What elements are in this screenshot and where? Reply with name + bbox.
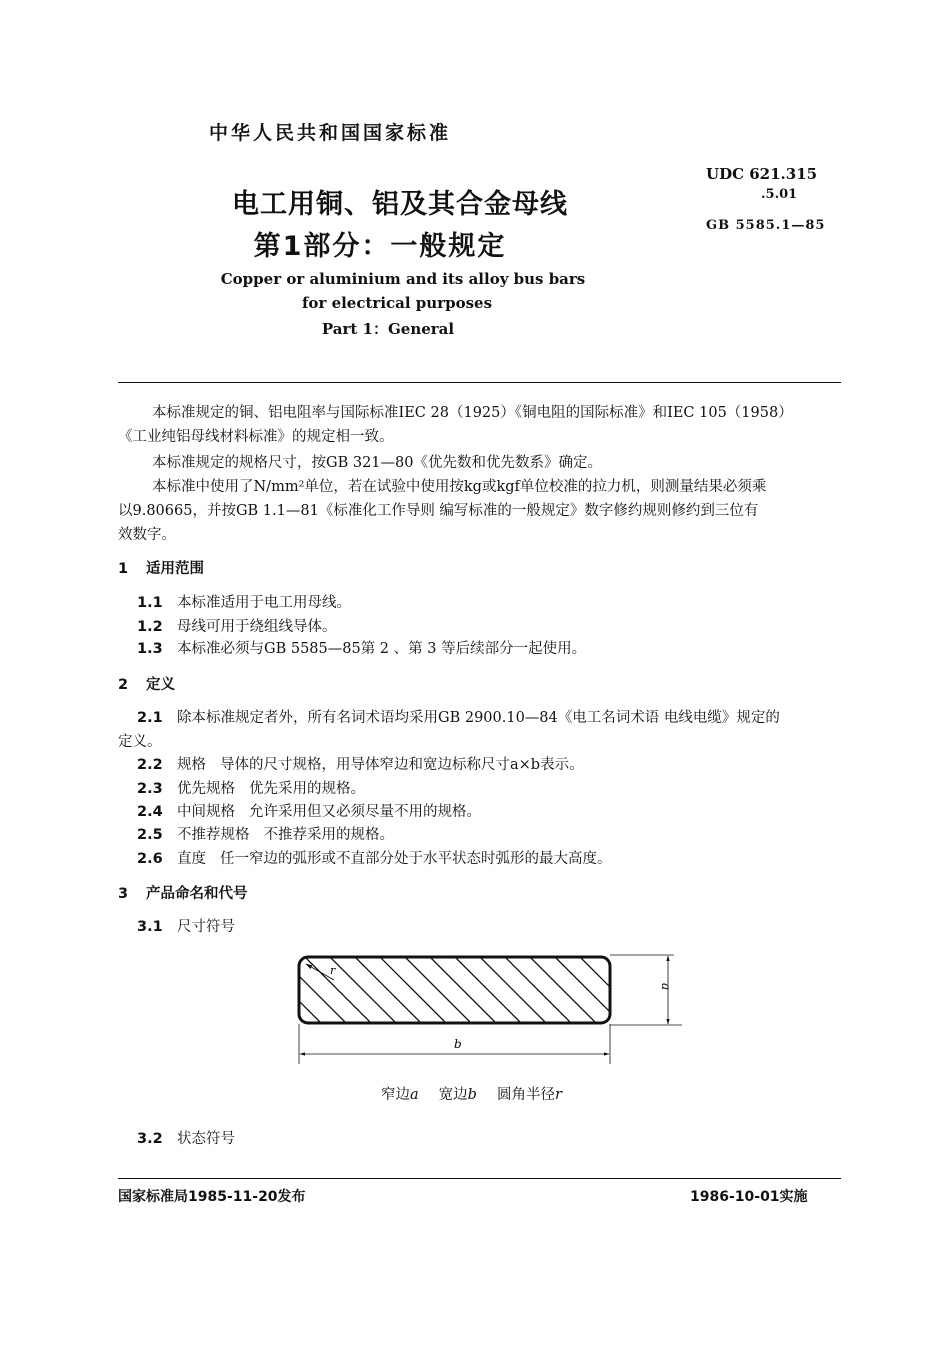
clause-1-1 bbox=[137, 591, 351, 615]
udc-code-line1: UDC 621.315 bbox=[706, 165, 818, 183]
dimension-label-a: a bbox=[659, 983, 673, 991]
document-title-line2: 第1部分：一般规定 bbox=[253, 231, 507, 262]
clause-2-1 bbox=[137, 706, 780, 730]
clause-number: 2.6 bbox=[137, 851, 163, 867]
section-3-heading bbox=[118, 882, 248, 903]
clause-text: 本标准适用于电工用母线。 bbox=[177, 595, 351, 611]
clause-term: 规格 bbox=[177, 757, 206, 773]
english-title-line3: Part 1：General bbox=[321, 320, 455, 338]
clause-number: 1.1 bbox=[137, 595, 163, 611]
intro-paragraph-3-line3: 效数字。 bbox=[118, 527, 176, 543]
radius-label-r: r bbox=[330, 964, 336, 977]
clause-text: 不推荐采用的规格。 bbox=[263, 827, 394, 843]
clause-text: 允许采用但又必须尽量不用的规格。 bbox=[249, 804, 481, 820]
section-title: 产品命名和代号 bbox=[146, 886, 248, 902]
gb-standard-code: GB 5585.1—85 bbox=[706, 218, 826, 233]
clause-text: 任一窄边的弧形或不直部分处于水平状态时弧形的最大高度。 bbox=[220, 851, 612, 867]
intro-paragraph-3-line2: 以9.80665，并按GB 1.1—81《标准化工作导则 编写标准的一般规定》数字修约规则修约到三位有 bbox=[118, 503, 759, 519]
clause-text: 导体的尺寸规格，用导体窄边和宽边标称尺寸a×b表示。 bbox=[220, 757, 584, 773]
clause-text: 优先采用的规格。 bbox=[249, 781, 365, 797]
english-title-line2: for electrical purposes bbox=[301, 294, 493, 312]
section-2-heading bbox=[118, 673, 175, 694]
section-number: 1 bbox=[118, 561, 129, 577]
clause-text: 除本标准规定者外，所有名词术语均采用GB 2900.10—84《电工名词术语 电线电缆》规定的 bbox=[177, 710, 780, 726]
clause-number: 3.1 bbox=[137, 919, 163, 935]
clause-2-3 bbox=[137, 777, 365, 801]
clause-2-2 bbox=[137, 753, 584, 777]
clause-number: 2.1 bbox=[137, 710, 163, 726]
clause-text: 尺寸符号 bbox=[177, 919, 235, 935]
caption-wide: 宽边 bbox=[438, 1087, 468, 1103]
clause-term: 不推荐规格 bbox=[177, 827, 250, 843]
clause-text: 本标准必须与GB 5585—85第 2 、第 3 等后续部分一起使用。 bbox=[177, 641, 587, 657]
clause-number: 2.5 bbox=[137, 827, 163, 843]
section-1-heading bbox=[118, 557, 204, 578]
section-number: 3 bbox=[118, 886, 129, 902]
udc-code-line2: .5.01 bbox=[761, 187, 798, 202]
clause-text: 母线可用于绕组线导体。 bbox=[177, 619, 337, 635]
english-title-line1: Copper or aluminium and its alloy bus bars bbox=[220, 270, 586, 288]
clause-3-1 bbox=[137, 915, 235, 939]
intro-paragraph-1-line1: 本标准规定的铜、铝电阻率与国际标准IEC 28（1925）《铜电阻的国际标准》和IEC 105（1958） bbox=[152, 405, 793, 421]
clause-number: 2.4 bbox=[137, 804, 163, 820]
diagram-caption bbox=[381, 1083, 562, 1107]
section-title: 定义 bbox=[146, 677, 175, 693]
clause-1-2 bbox=[137, 615, 337, 639]
hatch-pattern bbox=[290, 957, 646, 1023]
clause-term: 中间规格 bbox=[177, 804, 235, 820]
clause-text: 状态符号 bbox=[177, 1131, 235, 1147]
section-title: 适用范围 bbox=[146, 561, 204, 577]
clause-number: 3.2 bbox=[137, 1131, 163, 1147]
dimension-label-b: b bbox=[454, 1037, 462, 1051]
clause-2-6 bbox=[137, 847, 612, 871]
bottom-divider bbox=[118, 1178, 841, 1179]
clause-term: 直度 bbox=[177, 851, 206, 867]
clause-3-2 bbox=[137, 1127, 235, 1151]
caption-label-a: a bbox=[410, 1087, 419, 1103]
caption-label-b: b bbox=[467, 1087, 477, 1103]
clause-number: 1.3 bbox=[137, 641, 163, 657]
caption-narrow: 窄边 bbox=[381, 1087, 410, 1103]
document-title-line1: 电工用铜、铝及其合金母线 bbox=[232, 189, 568, 220]
effective-date: 1986-10-01实施 bbox=[690, 1189, 808, 1205]
intro-paragraph-2: 本标准规定的规格尺寸，按GB 321—80《优先数和优先数系》确定。 bbox=[152, 455, 602, 471]
clause-number: 1.2 bbox=[137, 619, 163, 635]
clause-2-5 bbox=[137, 823, 394, 847]
section-number: 2 bbox=[118, 677, 129, 693]
clause-number: 2.2 bbox=[137, 757, 163, 773]
caption-radius: 圆角半径 bbox=[496, 1087, 555, 1103]
issue-date: 国家标准局1985-11-20发布 bbox=[118, 1189, 306, 1205]
intro-paragraph-3-line1: 本标准中使用了N/mm²单位，若在试验中使用按kg或kgf单位校准的拉力机，则测量结果必须乘 bbox=[152, 479, 767, 495]
clause-2-4 bbox=[137, 800, 481, 824]
clause-number: 2.3 bbox=[137, 781, 163, 797]
bus-bar-cross-section-diagram bbox=[290, 944, 690, 1064]
caption-label-r: r bbox=[554, 1087, 562, 1103]
standard-type-heading: 中华人民共和国国家标准 bbox=[208, 122, 451, 144]
top-divider bbox=[118, 382, 841, 383]
clause-2-1-continuation: 定义。 bbox=[118, 734, 162, 750]
clause-1-3 bbox=[137, 637, 586, 661]
clause-term: 优先规格 bbox=[177, 781, 235, 797]
intro-paragraph-1-line2: 《工业纯铝母线材料标准》的规定相一致。 bbox=[118, 429, 394, 445]
